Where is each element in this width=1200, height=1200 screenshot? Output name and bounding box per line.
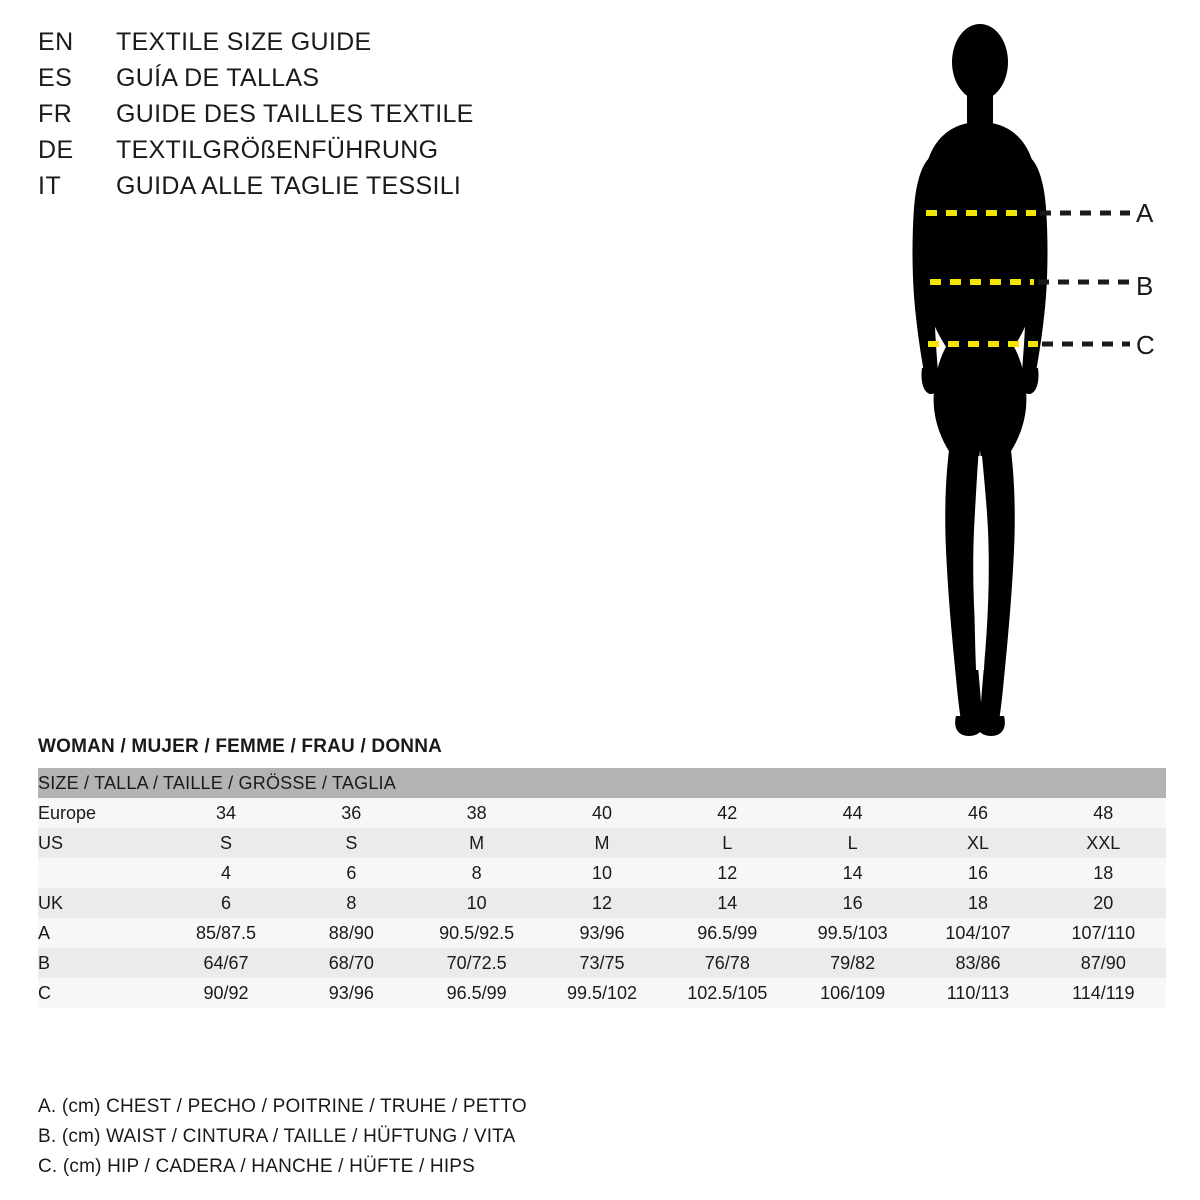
language-title: GUÍA DE TALLAS [116, 64, 320, 92]
table-cell: 64/67 [163, 948, 288, 978]
table-cell: 87/90 [1041, 948, 1166, 978]
language-code: IT [38, 172, 62, 200]
language-row [38, 28, 738, 64]
footnote-hip: C. (cm) HIP / CADERA / HANCHE / HÜFTE / HIPS [38, 1156, 476, 1177]
table-cell: 110/113 [915, 978, 1040, 1008]
language-code: FR [38, 100, 73, 128]
table-row [38, 918, 1166, 948]
table-cell: 12 [539, 888, 664, 918]
table-cell: 99.5/103 [790, 918, 915, 948]
table-cell: 90/92 [163, 978, 288, 1008]
table-cell: 36 [289, 798, 414, 828]
table-cell: 68/70 [289, 948, 414, 978]
table-cell: 96.5/99 [414, 978, 539, 1008]
footnote-chest: A. (cm) CHEST / PECHO / POITRINE / TRUHE / PETTO [38, 1096, 527, 1117]
footnote-waist: B. (cm) WAIST / CINTURA / TAILLE / HÜFTUNG / VITA [38, 1126, 516, 1147]
table-cell: S [289, 828, 414, 858]
table-cell: 83/86 [915, 948, 1040, 978]
table-cell: 40 [539, 798, 664, 828]
measurement-letter-c: C [1136, 330, 1155, 360]
table-cell: 16 [790, 888, 915, 918]
body-figure [840, 10, 1170, 750]
language-code: DE [38, 136, 74, 164]
table-cell: 20 [1041, 888, 1166, 918]
language-row [38, 136, 738, 172]
table-cell: 76/78 [665, 948, 790, 978]
table-cell: 106/109 [790, 978, 915, 1008]
table-cell: 90.5/92.5 [414, 918, 539, 948]
language-title: GUIDA ALLE TAGLIE TESSILI [116, 172, 462, 200]
language-code: ES [38, 64, 73, 92]
table-cell: XXL [1041, 828, 1166, 858]
table-cell: 38 [414, 798, 539, 828]
language-title: GUIDE DES TAILLES TEXTILE [116, 100, 474, 128]
table-cell: 99.5/102 [539, 978, 664, 1008]
table-cell: L [665, 828, 790, 858]
table-cell: 6 [289, 858, 414, 888]
row-label: UK [38, 888, 163, 918]
row-label: A [38, 918, 163, 948]
table-cell: 4 [163, 858, 288, 888]
table-cell: 44 [790, 798, 915, 828]
table-cell: 88/90 [289, 918, 414, 948]
language-row [38, 100, 738, 136]
table-row [38, 888, 1166, 918]
table-cell: M [539, 828, 664, 858]
language-title: TEXTILGRÖßENFÜHRUNG [116, 136, 439, 164]
table-cell: 70/72.5 [414, 948, 539, 978]
table-cell: 114/119 [1041, 978, 1166, 1008]
table-cell: XL [915, 828, 1040, 858]
row-label: US [38, 828, 163, 858]
table-cell: 18 [915, 888, 1040, 918]
table-cell: S [163, 828, 288, 858]
table-cell: 93/96 [289, 978, 414, 1008]
table-cell: 8 [414, 858, 539, 888]
table-cell: 104/107 [915, 918, 1040, 948]
language-code: EN [38, 28, 74, 56]
female-silhouette-icon [840, 10, 1170, 750]
table-cell: 6 [163, 888, 288, 918]
table-cell: 12 [665, 858, 790, 888]
table-cell: 34 [163, 798, 288, 828]
table-cell: 102.5/105 [665, 978, 790, 1008]
footnote-list [38, 1092, 938, 1182]
table-cell: 46 [915, 798, 1040, 828]
table-group-label: WOMAN / MUJER / FEMME / FRAU / DONNA [38, 736, 443, 757]
table-cell: M [414, 828, 539, 858]
measurement-letter-a: A [1136, 198, 1154, 228]
table-cell: 107/110 [1041, 918, 1166, 948]
size-table-section [38, 736, 1166, 1008]
language-title-block [38, 28, 738, 208]
table-header-row [38, 768, 1166, 798]
table-cell: 8 [289, 888, 414, 918]
table-cell: 73/75 [539, 948, 664, 978]
table-cell: 10 [414, 888, 539, 918]
table-cell: 14 [790, 858, 915, 888]
table-cell: 79/82 [790, 948, 915, 978]
table-row [38, 828, 1166, 858]
language-row [38, 172, 738, 208]
table-cell: 14 [665, 888, 790, 918]
size-table [38, 768, 1166, 1008]
table-cell: 93/96 [539, 918, 664, 948]
table-cell: 16 [915, 858, 1040, 888]
row-label: C [38, 978, 163, 1008]
row-label: B [38, 948, 163, 978]
table-cell: 18 [1041, 858, 1166, 888]
table-cell: 85/87.5 [163, 918, 288, 948]
language-row [38, 64, 738, 100]
table-cell: L [790, 828, 915, 858]
row-label [38, 858, 163, 888]
measurement-letter-b: B [1136, 271, 1154, 301]
table-cell: 48 [1041, 798, 1166, 828]
table-row [38, 948, 1166, 978]
language-title: TEXTILE SIZE GUIDE [116, 28, 372, 56]
table-row [38, 858, 1166, 888]
row-label: Europe [38, 798, 163, 828]
table-cell: 96.5/99 [665, 918, 790, 948]
table-row [38, 798, 1166, 828]
table-cell: 42 [665, 798, 790, 828]
table-header-label: SIZE / TALLA / TAILLE / GRÖSSE / TAGLIA [38, 768, 1166, 798]
table-row [38, 978, 1166, 1008]
table-cell: 10 [539, 858, 664, 888]
measurement-letters [1136, 10, 1176, 750]
